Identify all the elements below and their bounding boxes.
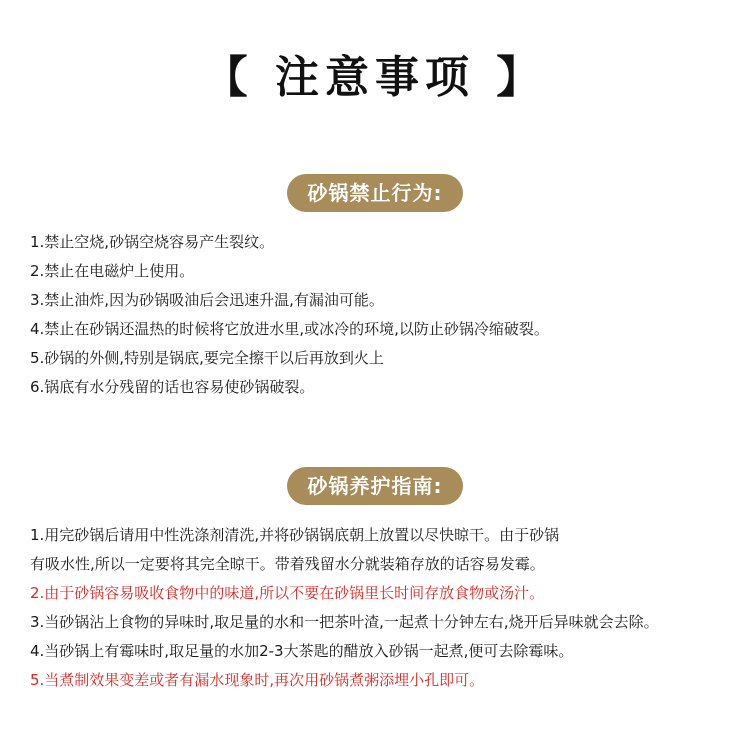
list-item: 2.由于砂锅容易吸收食物中的味道,所以不要在砂锅里长时间存放食物或汤汁。 — [30, 584, 545, 602]
list-item: 有吸水性,所以一定要将其完全晾干。带着残留水分就装箱存放的话容易发霉。 — [30, 555, 545, 573]
section-heading-prohibited: 砂锅禁止行为: — [287, 174, 463, 212]
list-item: 4.禁止在砂锅还温热的时候将它放进水里,或冰冷的环境,以防止砂锅冷缩破裂。 — [30, 320, 549, 338]
list-item: 5.砂锅的外侧,特别是锅底,要完全擦干以后再放到火上 — [30, 349, 384, 367]
prohibited-list — [30, 228, 730, 402]
list-item: 2.禁止在电磁炉上使用。 — [30, 262, 195, 280]
care-guide-list — [30, 521, 730, 695]
page-title: 【 注意事项 】 — [203, 52, 547, 103]
section-heading-care-guide: 砂锅养护指南: — [287, 467, 463, 505]
list-item: 3.禁止油炸,因为砂锅吸油后会迅速升温,有漏油可能。 — [30, 291, 384, 309]
list-item: 5.当煮制效果变差或者有漏水现象时,再次用砂锅煮粥添埋小孔即可。 — [30, 671, 485, 689]
list-item: 6.锅底有水分残留的话也容易使砂锅破裂。 — [30, 378, 315, 396]
list-item: 4.当砂锅上有霉味时,取足量的水加2-3大茶匙的醋放入砂锅一起煮,便可去除霉味。 — [30, 642, 574, 660]
list-item: 1.用完砂锅后请用中性洗涤剂清洗,并将砂锅锅底朝上放置以尽快晾干。由于砂锅 — [30, 526, 560, 544]
list-item: 1.禁止空烧,砂锅空烧容易产生裂纹。 — [30, 233, 275, 251]
list-item: 3.当砂锅沾上食物的异味时,取足量的水和一把茶叶渣,一起煮十分钟左右,烧开后异味就会去除。 — [30, 613, 659, 631]
